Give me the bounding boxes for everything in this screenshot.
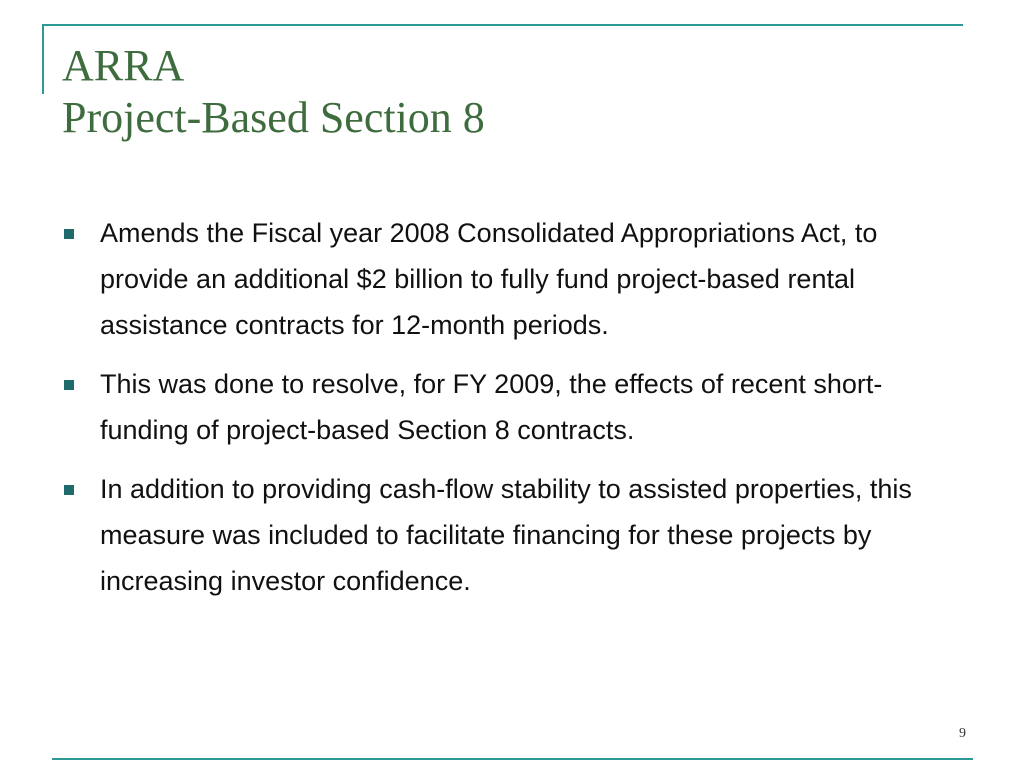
slide-title bbox=[62, 40, 485, 144]
page-number: 9 bbox=[959, 726, 966, 741]
title-line-2: Project-Based Section 8 bbox=[62, 93, 485, 142]
left-rule bbox=[42, 24, 44, 94]
bullet-item bbox=[62, 466, 962, 604]
bullet-text: This was done to resolve, for FY 2009, the effects of recent short-funding of project-based Section 8 contracts. bbox=[100, 369, 883, 445]
bullet-text: Amends the Fiscal year 2008 Consolidated Appropriations Act, to provide an additional $2 billion to fully fund project-based rental assistance contracts for 12-month periods. bbox=[100, 218, 878, 340]
square-bullet-icon bbox=[64, 380, 74, 390]
square-bullet-icon bbox=[64, 229, 74, 239]
title-line-1: ARRA bbox=[62, 41, 185, 90]
bullet-list bbox=[62, 210, 962, 617]
square-bullet-icon bbox=[64, 485, 74, 495]
bullet-item bbox=[62, 361, 962, 453]
bullet-item bbox=[62, 210, 962, 348]
top-rule bbox=[42, 24, 963, 26]
bottom-rule bbox=[52, 758, 973, 760]
bullet-text: In addition to providing cash-flow stability to assisted properties, this measure was included to facilitate financing for these projects by increasing investor confidence. bbox=[100, 474, 912, 596]
